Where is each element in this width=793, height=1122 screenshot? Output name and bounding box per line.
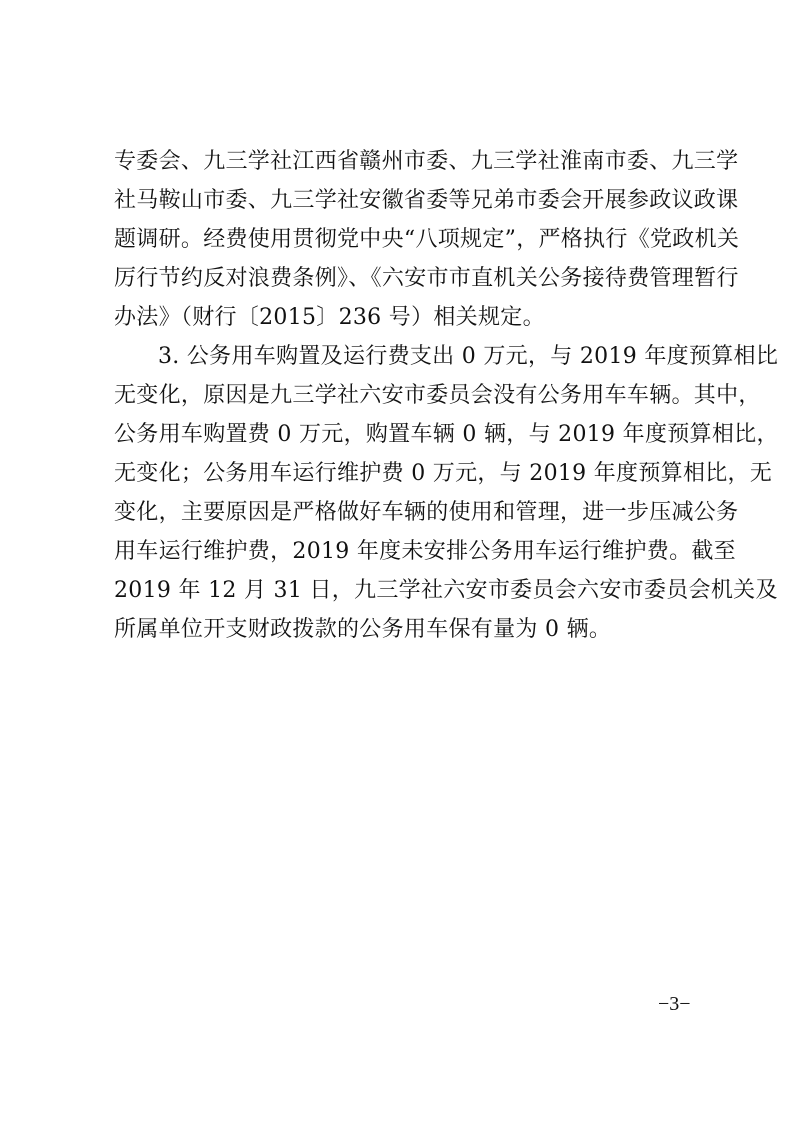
text-line: 所属单位开支财政拨款的公务用车保有量为 0 辆。 bbox=[114, 617, 612, 642]
text-line: 专委会、九三学社江西省赣州市委、九三学社淮南市委、九三学 bbox=[114, 149, 739, 174]
text-line: 办法》（财行〔2015〕236 号）相关规定。 bbox=[114, 305, 545, 330]
text-line: 社马鞍山市委、九三学社安徽省委等兄弟市委会开展参政议政课 bbox=[114, 188, 739, 213]
text-line: 厉行节约反对浪费条例》、《六安市市直机关公务接待费管理暂行 bbox=[114, 266, 739, 291]
text-line: 用车运行维护费，2019 年度未安排公务用车运行维护费。截至 bbox=[114, 539, 736, 564]
text-line: 题调研。经费使用贯彻党中央“八项规定”，严格执行《党政机关 bbox=[114, 227, 740, 252]
text-line: 公务用车购置费 0 万元，购置车辆 0 辆，与 2019 年度预算相比， bbox=[114, 422, 779, 447]
text-line: 变化，主要原因是严格做好车辆的使用和管理，进一步压减公务 bbox=[114, 500, 739, 525]
text-line: 2019 年 12 月 31 日，九三学社六安市委员会六安市委员会机关及 bbox=[114, 578, 778, 603]
page-number: −3− bbox=[658, 993, 691, 1015]
text-line: 无变化，原因是九三学社六安市委员会没有公务用车车辆。其中， bbox=[114, 383, 761, 408]
text-line: 3. 公务用车购置及运行费支出 0 万元，与 2019 年度预算相比 bbox=[158, 344, 779, 369]
text-line: 无变化；公务用车运行维护费 0 万元，与 2019 年度预算相比，无 bbox=[114, 461, 773, 486]
